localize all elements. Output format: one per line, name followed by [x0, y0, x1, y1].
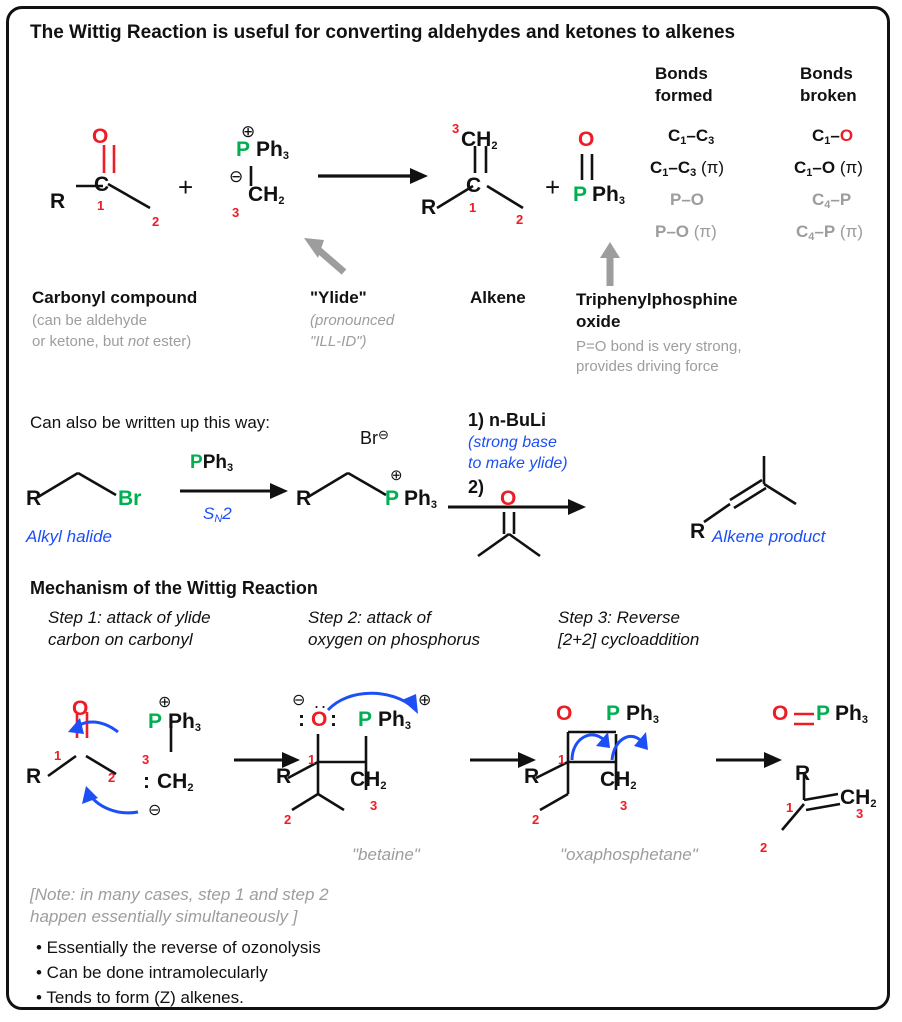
mechanism-step1-line1: Step 1: attack of ylide: [48, 608, 211, 627]
alkene-label-2: 2: [516, 212, 524, 227]
ylide-phenyl-groups: $Ph_3$: [256, 138, 289, 162]
bullet-item-1: • Essentially the reverse of ozonolysis: [36, 938, 321, 957]
bond-formed-2: $C_1-C_3$ (π): [650, 158, 725, 179]
mech2-curved-arrow: [322, 688, 432, 728]
ylide-note-line1: (pronounced: [310, 312, 395, 329]
mech3-phosphorus: P: [606, 702, 621, 725]
reaction-arrow-3: [448, 498, 588, 518]
ylide-phosphorus: P: [236, 138, 251, 161]
ylide-pointer-arrow: [300, 232, 350, 282]
mech1-phosphorus: P: [148, 710, 163, 733]
mech2-ch2: $CH_2$: [350, 768, 387, 792]
bond-formed-3: P–O: [670, 190, 705, 209]
page-title: The Wittig Reaction is useful for converting aldehydes and ketones to alkenes: [30, 22, 736, 43]
mech3-curved-arrows: [556, 718, 666, 778]
carbonyl-structure: [40, 120, 230, 240]
carbonyl-label-2: 2: [152, 214, 160, 229]
ylide-negative-charge: ⊖: [229, 167, 244, 186]
bond-broken-3: $C_4-P$: [812, 190, 852, 211]
plus-sign-1: +: [178, 172, 194, 202]
mech2-negative-charge: ⊖: [292, 692, 306, 709]
oxaphosphetane-label: "oxaphosphetane": [560, 845, 698, 864]
reaction-arrow-1: [318, 165, 428, 187]
mechanism-note-line1: [Note: in many cases, step 1 and step 2: [30, 885, 329, 904]
alkene-ch2: $CH_2$: [461, 128, 498, 152]
mech2-phosphorus: P: [358, 708, 373, 731]
alkyl-halide-br: Br: [118, 487, 142, 510]
tpo-phenyl-groups: $Ph_3$: [592, 183, 625, 207]
mech4-label-1: 1: [786, 800, 794, 815]
phosphonium-positive-charge: ⊕: [390, 467, 403, 484]
reagent-pph3: PPh$_3$: [190, 452, 234, 474]
bond-formed-4: P–O (π): [655, 222, 717, 241]
mech2-oxygen: O: [311, 708, 328, 731]
mech2-positive-charge: ⊕: [418, 692, 432, 709]
mech1-label-3: 3: [142, 752, 150, 767]
bond-broken-2: $C_1-O$ (π): [794, 158, 863, 179]
alkene-product-label: Alkene product: [712, 527, 826, 546]
mechanism-heading: Mechanism of the Wittig Reaction: [30, 578, 318, 598]
carbonyl-oxygen: O: [92, 125, 109, 148]
tpo-phosphorus: P: [573, 183, 588, 206]
carbonyl-note-line1: (can be aldehyde: [32, 312, 148, 329]
mech1-carbanion-lone-pair: :: [143, 770, 150, 793]
mech4-oxygen: O: [772, 702, 789, 725]
mech2-oxygen-lone-pair-left: :: [298, 708, 305, 731]
mech2-label-3: 3: [370, 798, 378, 813]
mech4-label-3: 3: [856, 806, 864, 821]
alkene-label-3: 3: [452, 121, 460, 136]
mech1-label-1: 1: [54, 748, 62, 763]
mech2-label-2: 2: [284, 812, 292, 827]
tpo-oxygen: O: [578, 128, 595, 151]
alkyl-halide-label: Alkyl halide: [26, 527, 112, 546]
mech3-r: R: [524, 765, 540, 788]
mech4-phosphorus: P: [816, 702, 831, 725]
bullet-item-2: • Can be done intramolecularly: [36, 963, 268, 982]
mech2-phenyl-groups: $Ph_3$: [378, 708, 411, 732]
mech1-negative-charge: ⊖: [148, 802, 162, 819]
bond-broken-1: $C_1-O$: [812, 126, 854, 147]
mech1-curved-arrows: [60, 700, 190, 830]
mech1-oxygen: O: [72, 697, 89, 720]
mech3-phenyl-groups: $Ph_3$: [626, 702, 659, 726]
tpo-note-line1: P=O bond is very strong,: [576, 338, 742, 355]
ylide-label-3: 3: [232, 205, 240, 220]
mech1-phenyl-groups: $Ph_3$: [168, 710, 201, 734]
mechanism-step2-line2: oxygen on phosphorus: [308, 630, 481, 649]
mech4-ch2: $CH_2$: [840, 786, 877, 810]
bonds-broken-header-line2: broken: [800, 86, 857, 105]
mech4-label-2: 2: [760, 840, 768, 855]
mechanism-step1-line2: carbon on carbonyl: [48, 630, 193, 649]
tpo-pointer-arrow: [596, 240, 626, 290]
mech1-positive-charge: ⊕: [158, 694, 172, 711]
acetone-oxygen: O: [500, 487, 517, 510]
alkene-label: Alkene: [470, 288, 526, 307]
reaction-arrow-2: [180, 482, 290, 502]
alkene-r-group: R: [421, 196, 437, 219]
bond-broken-4: $C_4-P$ (π): [796, 222, 863, 243]
step-1-reagent: 1) n-BuLi: [468, 410, 546, 430]
alkyl-halide-r: R: [26, 487, 42, 510]
ylide-methylene: $CH_2$: [248, 183, 285, 207]
tpo-note-line2: provides driving force: [576, 358, 719, 375]
bonds-formed-header-line2: formed: [655, 86, 713, 105]
carbonyl-note-line2: or ketone, but not ester): [32, 333, 192, 350]
carbonyl-label-1: 1: [97, 198, 105, 213]
ylide-label: "Ylide": [310, 288, 367, 307]
bond-formed-1: $C_1-C_3$: [668, 126, 715, 147]
mech4-phenyl-groups: $Ph_3$: [835, 702, 868, 726]
tpo-label-line1: Triphenylphosphine: [576, 290, 738, 309]
mech2-r: R: [276, 765, 292, 788]
ylide-note-line2: "ILL-ID"): [310, 333, 367, 350]
reagent-sn2: $S_N2$: [203, 504, 232, 525]
bonds-formed-header-line1: Bonds: [655, 64, 708, 83]
ylide-p-c-bond: [236, 150, 296, 200]
bromide-counterion: Br⊖: [360, 427, 389, 448]
mech3-oxygen: O: [556, 702, 573, 725]
carbonyl-r-group: R: [50, 190, 66, 213]
carbonyl-carbon: C: [94, 173, 110, 196]
mech4-r: R: [795, 762, 811, 785]
mechanism-step3-line1: Step 3: Reverse: [558, 608, 680, 627]
mechanism-note-line2: happen essentially simultaneously ]: [30, 907, 298, 926]
mech1-label-2: 2: [108, 770, 116, 785]
scheme2-intro: Can also be written up this way:: [30, 413, 271, 432]
mech3-label-2: 2: [532, 812, 540, 827]
carbonyl-compound-label: Carbonyl compound: [32, 288, 198, 307]
betaine-label: "betaine": [352, 845, 420, 864]
mechanism-step3-line2: [2+2] cycloaddition: [558, 630, 700, 649]
phosphonium-r: R: [296, 487, 312, 510]
alkene-carbon: C: [466, 174, 482, 197]
mech3-label-3: 3: [620, 798, 628, 813]
bullet-item-3: • Tends to form (Z) alkenes.: [36, 988, 244, 1007]
step-1-note-line2: to make ylide): [468, 455, 568, 472]
step-2-reagent: 2): [468, 477, 485, 497]
mech2-label-1: 1: [308, 752, 316, 767]
mech3-ch2: $CH_2$: [600, 768, 637, 792]
phosphonium-phosphorus: P: [385, 487, 400, 510]
alkene-product-r: R: [690, 520, 706, 543]
mech1-ch2: $CH_2$: [157, 770, 194, 794]
alkene-label-1: 1: [469, 200, 477, 215]
bonds-broken-header-line1: Bonds: [800, 64, 853, 83]
mech4-alkene-structure: [760, 760, 900, 850]
alkene-product-structure: [690, 452, 830, 532]
plus-sign-2: +: [545, 172, 561, 202]
mech2-oxygen-lone-pair-top: ..: [314, 692, 329, 712]
step-1-note-line1: (strong base: [468, 434, 557, 451]
phosphonium-phenyl-groups: $Ph_3$: [404, 487, 437, 511]
mech1-r: R: [26, 765, 42, 788]
tpo-label-line2: oxide: [576, 312, 621, 331]
mech3-label-1: 1: [558, 752, 566, 767]
mechanism-step2-line1: Step 2: attack of: [308, 608, 431, 627]
mech2-oxygen-lone-pair-right: :: [330, 708, 337, 731]
ylide-positive-charge: ⊕: [241, 122, 256, 141]
